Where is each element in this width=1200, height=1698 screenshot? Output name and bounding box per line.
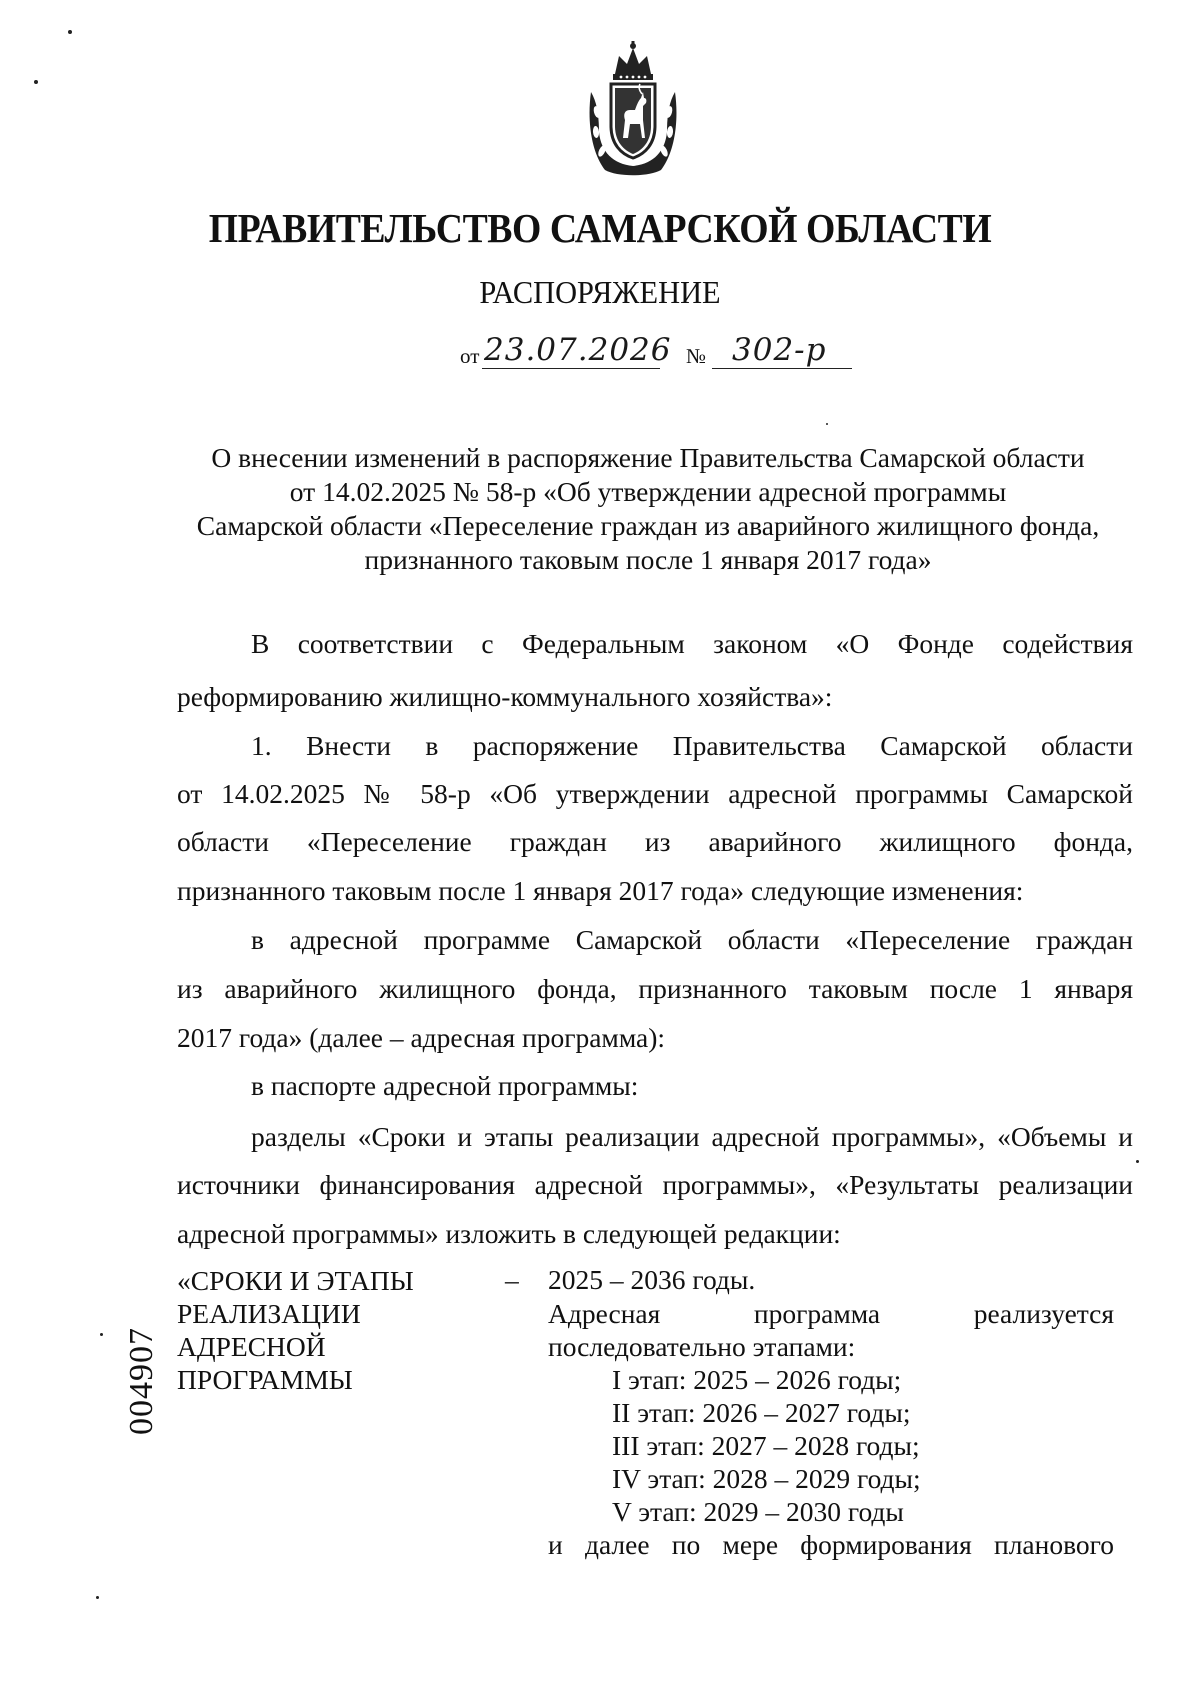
body-text-line: от 14.02.2025 № 58-р «Об утверждении адресной программы Самарской	[177, 778, 1133, 809]
passport-dash: –	[505, 1264, 519, 1295]
subject-line: признанного таковым после 1 января 2017 года»	[364, 544, 932, 575]
scan-speck	[1136, 1160, 1139, 1163]
body-text-line: В соответствии с Федеральным законом «О Фонде содействия	[251, 628, 1133, 659]
passport-value-line: 2025 – 2036 годы.	[548, 1264, 756, 1295]
scan-speck	[96, 1596, 99, 1599]
subject-line: от 14.02.2025 № 58-р «Об утверждении адресной программы	[289, 476, 1007, 507]
document-type: РАСПОРЯЖЕНИЕ	[479, 274, 721, 310]
stage-line: III этап: 2027 – 2028 годы;	[612, 1430, 920, 1461]
body-text-line: области «Переселение граждан из аварийного жилищного фонда,	[177, 826, 1133, 857]
passport-value-line: и далее по мере формирования планового	[548, 1529, 1114, 1560]
passport-section-title	[177, 1264, 414, 1396]
body-text-line: в адресной программе Самарской области «Переселение граждан	[251, 924, 1133, 955]
number-prefix: №	[686, 344, 707, 368]
body-text-line: 1. Внести в распоряжение Правительства Самарской области	[251, 730, 1133, 761]
stage-line: V этап: 2029 – 2030 годы	[612, 1496, 904, 1527]
scan-speck	[100, 1333, 103, 1336]
passport-title-line: РЕАЛИЗАЦИИ	[177, 1298, 361, 1329]
handwritten-number: 302-р	[732, 332, 827, 368]
government-title: ПРАВИТЕЛЬСТВО САМАРСКОЙ ОБЛАСТИ	[208, 205, 992, 251]
body-text-line: признанного таковым после 1 января 2017 года» следующие изменения:	[177, 875, 1024, 906]
body-text-line: источники финансирования адресной программы», «Результаты реализации	[177, 1169, 1133, 1200]
passport-title-line: ПРОГРАММЫ	[177, 1364, 353, 1395]
handwritten-date: 23.07.2026	[484, 332, 672, 368]
passport-value-line: последовательно этапами:	[548, 1331, 856, 1362]
date-underline	[482, 368, 660, 369]
subject-line: О внесении изменений в распоряжение Правительства Самарской области	[211, 442, 1085, 473]
passport-value-line: Адресная программа реализуется	[548, 1298, 1114, 1329]
passport-title-line: АДРЕСНОЙ	[177, 1331, 326, 1362]
body-text-line: адресной программы» изложить в следующей редакции:	[177, 1218, 841, 1249]
scan-speck	[826, 423, 828, 425]
stage-line: IV этап: 2028 – 2029 годы;	[612, 1463, 921, 1494]
date-prefix: от	[460, 344, 480, 368]
passport-title-line: «СРОКИ И ЭТАПЫ	[177, 1265, 414, 1296]
body-text-line: в паспорте адресной программы:	[251, 1070, 639, 1101]
stage-line: I этап: 2025 – 2026 годы;	[612, 1364, 902, 1395]
scan-speck	[68, 30, 72, 34]
side-serial-number: 004907	[123, 1327, 160, 1435]
scan-speck	[34, 80, 38, 84]
body-text-line: из аварийного жилищного фонда, признанного таковым после 1 января	[177, 973, 1133, 1004]
stage-line: II этап: 2026 – 2027 годы;	[612, 1397, 911, 1428]
number-underline	[712, 368, 852, 369]
body-text-line: 2017 года» (далее – адресная программа):	[177, 1022, 666, 1053]
body-text-line: реформированию жилищно-коммунального хозяйства»:	[177, 681, 833, 712]
document-subject	[170, 441, 1126, 577]
order-date-number-line	[460, 328, 860, 374]
coat-of-arms-emblem	[583, 40, 683, 180]
subject-line: Самарской области «Переселение граждан из аварийного жилищного фонда,	[196, 510, 1100, 541]
body-text-line: разделы «Сроки и этапы реализации адресной программы», «Объемы и	[251, 1121, 1133, 1152]
